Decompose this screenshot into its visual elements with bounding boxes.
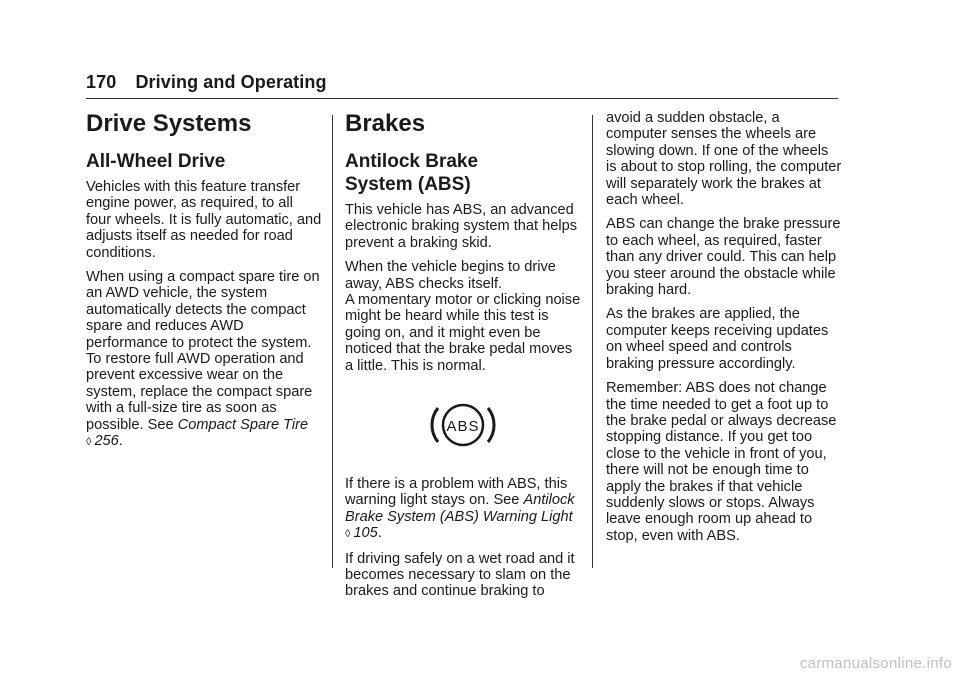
col3-paragraph-1: avoid a sudden obstacle, a computer senses the wheels are slowing down. If one of the wheels is about to stop rolling, the computer will separately work the brakes at each wheel. [606, 110, 842, 209]
page-number: 170 [86, 72, 117, 92]
page-header [86, 72, 327, 93]
abs-paragraph-3-text: If there is a problem with ABS, this warning light stays on. See [345, 476, 568, 509]
abs-heading-line-2: System (ABS) [345, 174, 471, 195]
header-rule [86, 98, 838, 99]
col3-paragraph-4: Remember: ABS does not change the time needed to get a foot up to the brake pedal or always decrease stopping distance. If you get too close to the vehicle in front of you, there will not be enough time to apply the brakes if that vehicle suddenly slows or stops. Always leave enough room up ahead to stop, even with ABS. [606, 380, 837, 544]
col3-paragraph-3: As the brakes are applied, the computer keeps receiving updates on wheel speed and controls braking pressure accordingly. [606, 306, 829, 372]
awd-heading: All-Wheel Drive [86, 151, 226, 172]
section-title: Driving and Operating [135, 72, 327, 92]
abs-paragraph-1: This vehicle has ABS, an advanced electronic braking system that helps prevent a braking skid. [345, 202, 577, 251]
abs-icon-label: ABS [446, 418, 480, 435]
abs-paragraph-2b: A momentary motor or clicking noise might be heard while this test is going on, and it might even be noticed that the brake pedal moves a little. This is normal. [345, 292, 581, 374]
brakes-heading: Brakes [345, 110, 426, 137]
column-2-lower [345, 476, 581, 608]
column-divider-1 [332, 115, 333, 568]
awd-paragraph-1: Vehicles with this feature transfer engine power, as required, to all four wheels. It is fully automatic, and adjusts itself as needed for road conditions. [86, 179, 322, 261]
drive-systems-heading: Drive Systems [86, 110, 252, 137]
abs-paragraph-3: If there is a problem with ABS, this warning light stays on. See Antilock Brake System (ABS) Warning Light ◊ 105. [345, 476, 575, 542]
column-3 [606, 110, 842, 552]
abs-warning-light-page[interactable]: 105 [353, 525, 378, 542]
page-ref-arrow-icon: ◊ [345, 528, 351, 541]
compact-spare-tire-link[interactable]: Compact Spare Tire [177, 416, 309, 433]
abs-paragraph-2 [345, 259, 581, 374]
column-divider-2 [592, 115, 593, 568]
column-1 [86, 110, 322, 459]
abs-warning-icon [428, 396, 498, 454]
abs-paragraph-2a: When the vehicle begins to drive away, ABS checks itself. [345, 259, 556, 292]
abs-warning-light-link[interactable]: Antilock Brake System (ABS) Warning Light [345, 492, 575, 525]
awd-paragraph-2-text: When using a compact spare tire on an AWD vehicle, the system automatically detects the compact spare and reduces AWD performance to protect the system. To restore full AWD operation and prevent excessive wear on the system, replace the compact spare with a full-size tire as soon as possible. See [86, 269, 320, 433]
col3-paragraph-2: ABS can change the brake pressure to each wheel, as required, faster than any driver could. This can help you steer around the obstacle while braking hard. [606, 216, 841, 299]
page-ref-arrow-icon: ◊ [86, 436, 92, 449]
awd-paragraph-2: When using a compact spare tire on an AWD vehicle, the system automatically detects the compact spare and reduces AWD performance to protect the system. To restore full AWD operation and prevent excessive wear on the system, replace the compact spare with a full-size tire as soon as possible. See Compact Spare Tire ◊ 256. [86, 269, 320, 450]
compact-spare-tire-page[interactable]: 256 [94, 433, 119, 450]
column-2 [345, 110, 581, 382]
abs-paragraph-4: If driving safely on a wet road and it becomes necessary to slam on the brakes and continue braking to [345, 550, 575, 600]
watermark: carmanualsonline.info [799, 655, 952, 672]
abs-heading-line-1: Antilock Brake [345, 151, 479, 172]
